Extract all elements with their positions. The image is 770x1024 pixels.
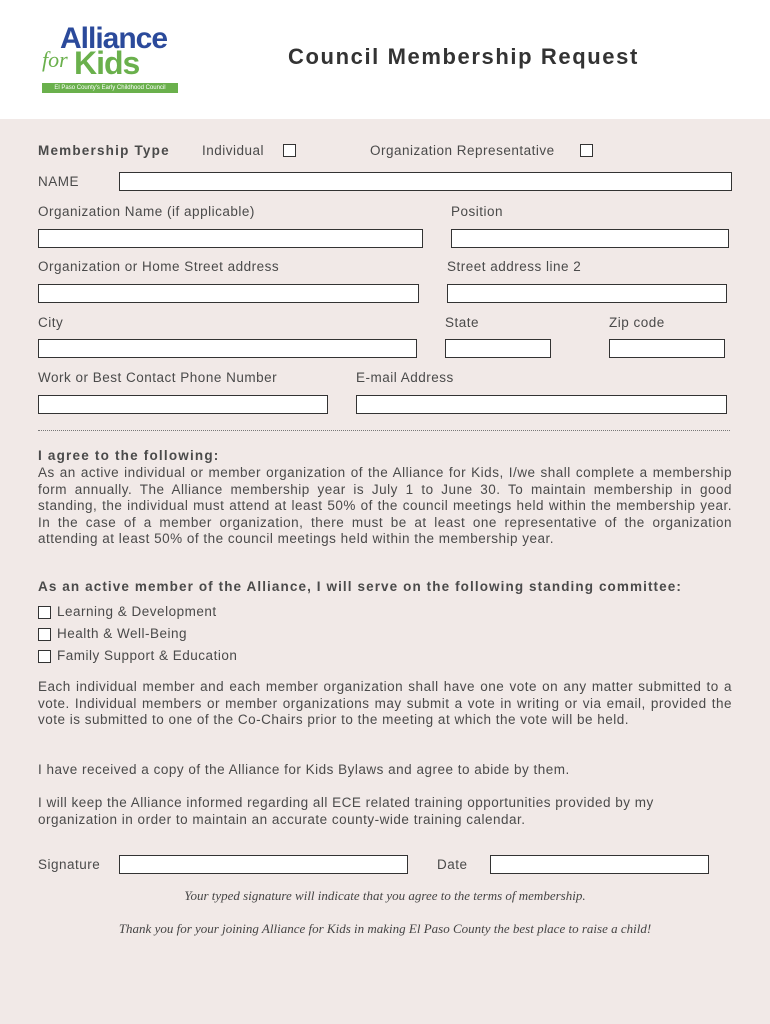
name-input[interactable] bbox=[119, 172, 732, 191]
header bbox=[0, 0, 770, 119]
committee-checkbox-learning[interactable] bbox=[38, 606, 51, 619]
email-label: E-mail Address bbox=[356, 370, 454, 385]
org-rep-label: Organization Representative bbox=[370, 143, 555, 158]
typed-signature-note: Your typed signature will indicate that you agree to the terms of membership. bbox=[184, 888, 586, 903]
agree-text: As an active individual or member organization of the Alliance for Kids, I/we shall complete a membership form annually. The Alliance membership year is July 1 to June 30. To maintain membership in good standing, the individual must attend at least 50% of the council meetings held within the membership year. In the case of a member organization, there must be at least one representative of the organization attending at least 50% of the council meetings held within the membership year. bbox=[38, 465, 732, 547]
street-label: Organization or Home Street address bbox=[38, 259, 280, 274]
individual-label: Individual bbox=[202, 143, 265, 158]
committee-checkbox-health[interactable] bbox=[38, 628, 51, 641]
individual-checkbox[interactable] bbox=[283, 144, 296, 157]
signature-label: Signature bbox=[38, 857, 101, 872]
divider bbox=[38, 430, 730, 431]
position-label: Position bbox=[451, 204, 504, 219]
thank-you-note: Thank you for your joining Alliance for Kids in making El Paso County the best place to raise a child! bbox=[118, 921, 652, 936]
phone-input[interactable] bbox=[38, 395, 328, 414]
email-input[interactable] bbox=[356, 395, 727, 414]
committee-option-family: Family Support & Education bbox=[57, 648, 238, 663]
org-name-label: Organization Name (if applicable) bbox=[38, 204, 255, 219]
committee-checkbox-family[interactable] bbox=[38, 650, 51, 663]
page-title: Council Membership Request bbox=[288, 44, 639, 69]
city-input[interactable] bbox=[38, 339, 417, 358]
logo-for-text: for bbox=[42, 47, 68, 72]
state-label: State bbox=[445, 315, 480, 330]
vote-paragraph: Each individual member and each member organization shall have one vote on any matter submitted to a vote. Individual members or member organizations may submit a vote in writing or via email, provided the vote is submitted to one of the Co-Chairs prior to the meeting at which the vote will be held. bbox=[38, 679, 732, 728]
zip-label: Zip code bbox=[609, 315, 665, 330]
date-input[interactable] bbox=[490, 855, 709, 874]
zip-input[interactable] bbox=[609, 339, 725, 358]
position-input[interactable] bbox=[451, 229, 729, 248]
phone-label: Work or Best Contact Phone Number bbox=[38, 370, 278, 385]
signature-input[interactable] bbox=[119, 855, 408, 874]
training-paragraph: I will keep the Alliance informed regarding all ECE related training opportunities provided by my organization in order to maintain an accurate county-wide training calendar. bbox=[38, 795, 654, 827]
name-label: NAME bbox=[38, 174, 80, 189]
state-input[interactable] bbox=[445, 339, 551, 358]
committee-option-health: Health & Well-Being bbox=[57, 626, 188, 641]
city-label: City bbox=[38, 315, 64, 330]
logo-alliance-text: Alliance bbox=[60, 22, 168, 55]
date-label: Date bbox=[437, 857, 468, 872]
committee-option-learning: Learning & Development bbox=[57, 604, 217, 619]
org-name-input[interactable] bbox=[38, 229, 423, 248]
bylaws-paragraph: I have received a copy of the Alliance for Kids Bylaws and agree to abide by them. bbox=[38, 762, 570, 777]
logo-kids-text: Kids bbox=[74, 45, 140, 81]
street-input[interactable] bbox=[38, 284, 419, 303]
street2-input[interactable] bbox=[447, 284, 727, 303]
street2-label: Street address line 2 bbox=[447, 259, 582, 274]
org-rep-checkbox[interactable] bbox=[580, 144, 593, 157]
logo-tagline: El Paso County's Early Childhood Council bbox=[42, 83, 178, 93]
agree-heading: I agree to the following: bbox=[38, 448, 220, 463]
membership-type-label: Membership Type bbox=[38, 143, 170, 158]
alliance-for-kids-logo bbox=[40, 22, 182, 96]
committee-heading: As an active member of the Alliance, I will serve on the following standing committee: bbox=[38, 579, 682, 594]
